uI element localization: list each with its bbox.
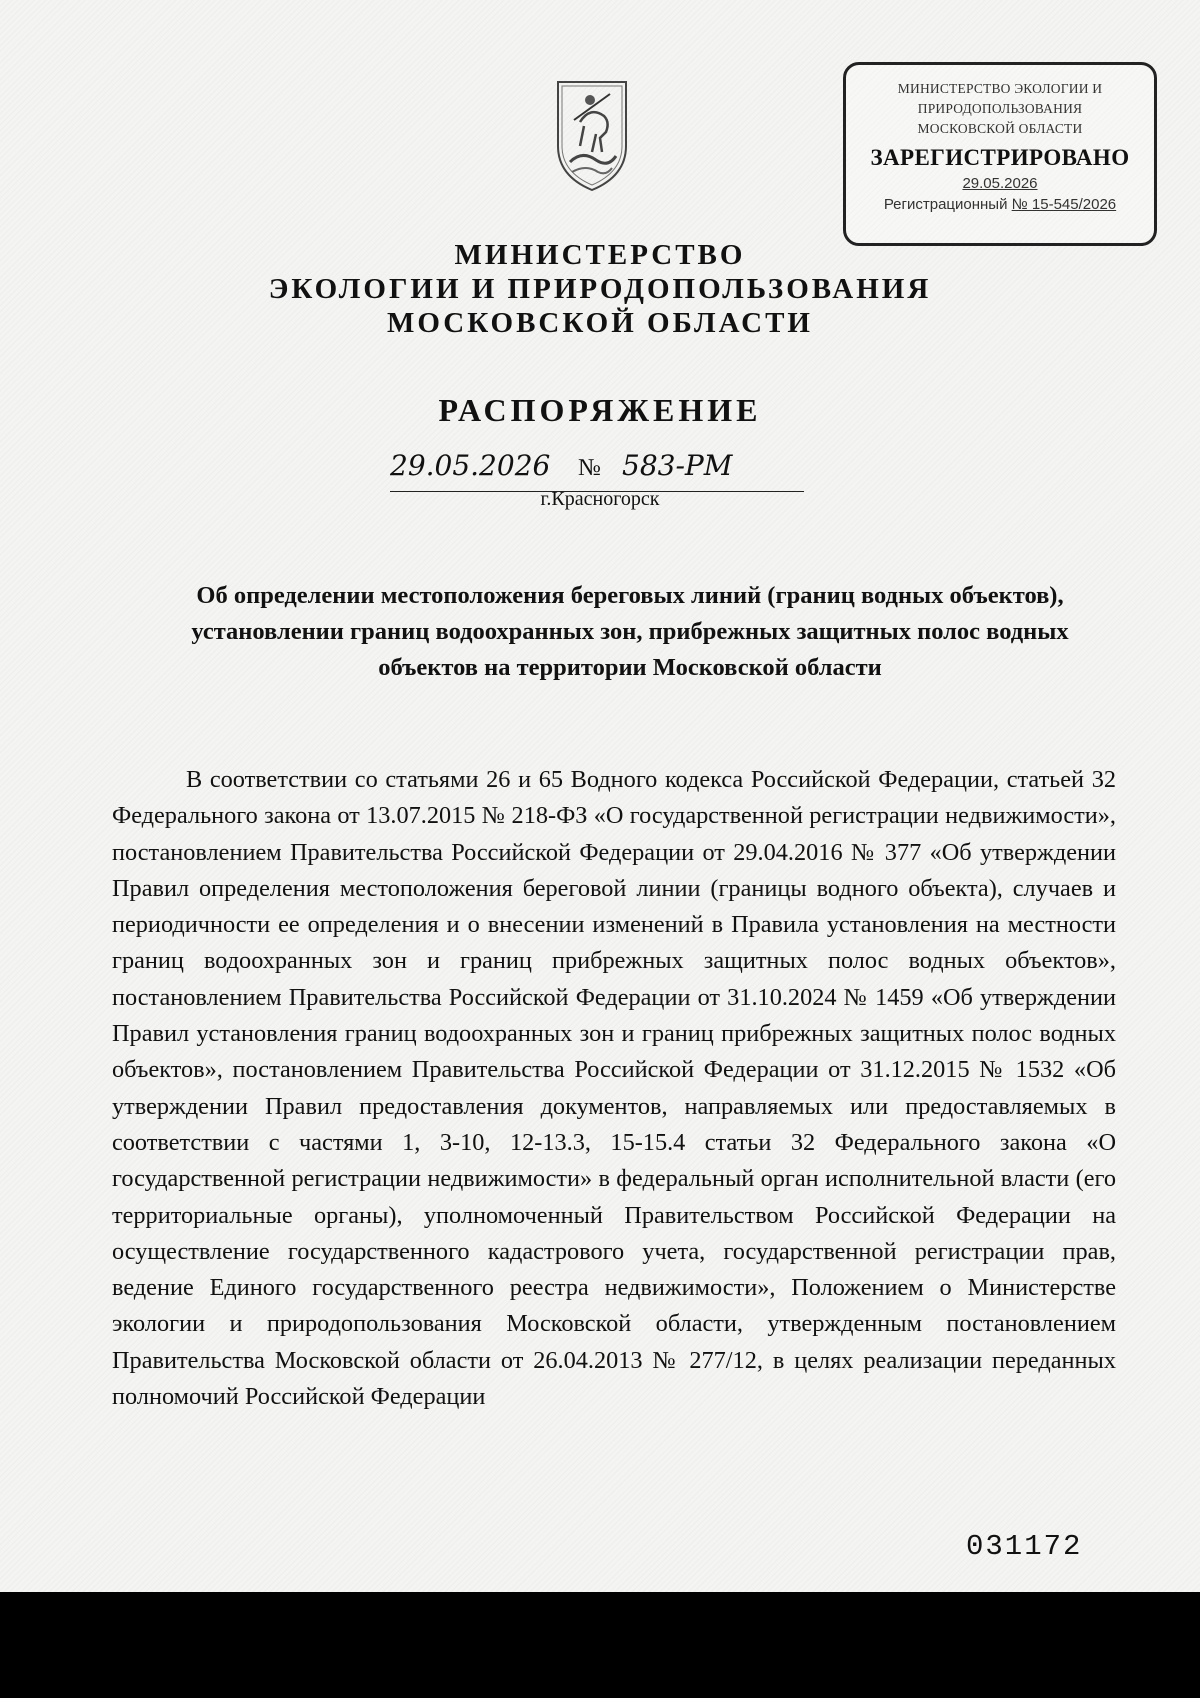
handwritten-date: 29.05.2026 xyxy=(390,449,551,482)
stamp-organization: МИНИСТЕРСТВО ЭКОЛОГИИ И ПРИРОДОПОЛЬЗОВАНИЯ МОСКОВСКОЙ ОБЛАСТИ xyxy=(897,81,1103,136)
serial-code: 031172 xyxy=(966,1530,1083,1563)
date-number-line xyxy=(390,449,804,492)
coat-of-arms-icon xyxy=(552,76,632,194)
document-type: РАСПОРЯЖЕНИЕ xyxy=(438,392,762,428)
ministry-title: МИНИСТЕРСТВО ЭКОЛОГИИ И ПРИРОДОПОЛЬЗОВАНИЯ МОСКОВСКОЙ ОБЛАСТИ xyxy=(268,239,932,339)
document-subject: Об определении местоположения береговых линий (границ водных объектов), установлении границ водоохранных зон, прибрежных защитных полос водных объектов на территории Московской области xyxy=(191,582,1069,681)
handwritten-number: 583-РМ xyxy=(622,449,733,482)
body-paragraph: В соответствии со статьями 26 и 65 Водного кодекса Российской Федерации, статьей 32 Федерального закона от 13.07.2015 № 218-ФЗ «О государственной регистрации недвижимости», постановлением Правительства Российской Федерации от 29.04.2016 № 377 «Об утверждении Правил определения местоположения береговой линии (границы водного объекта), случаев и периодичности ее определения и о внесении изменений в Правила установления на местности границ водоохранных зон и границ прибрежных защитных полос водных объектов», постановлением Правительства Российской Федерации от 31.10.2024 № 1459 «Об утверждении Правил установления границ водоохранных зон и границ прибрежных защитных полос водных объектов», постановлением Правительства Российской Федерации от 31.12.2015 № 1532 «Об утверждении Правил предоставления документов, направляемых или предоставляемых в соответствии с частями 1, 3-10, 12-13.3, 15-15.4 статьи 32 Федерального закона «О государственной регистрации недвижимости» в федеральный орган исполнительной власти (его территориальные органы), уполномоченный Правительством Российской Федерации на осуществление государственного кадастрового учета, государственной регистрации прав, ведение Единого государственного реестра недвижимости», Положением о Министерстве экологии и природопользования Московской области, утвержденным постановлением Правительства Московской области от 26.04.2013 № 277/12, в целях реализации переданных полномочий Российской Федерации xyxy=(112,766,1116,1411)
registration-stamp xyxy=(843,62,1157,246)
stamp-date: 29.05.2026 xyxy=(962,175,1038,192)
number-label: № xyxy=(578,455,601,481)
city: г.Красногорск xyxy=(540,488,660,510)
stamp-reg-number: Регистрационный № 15-545/2026 xyxy=(883,196,1117,213)
stamp-status: ЗАРЕГИСТРИРОВАНО xyxy=(870,145,1130,170)
